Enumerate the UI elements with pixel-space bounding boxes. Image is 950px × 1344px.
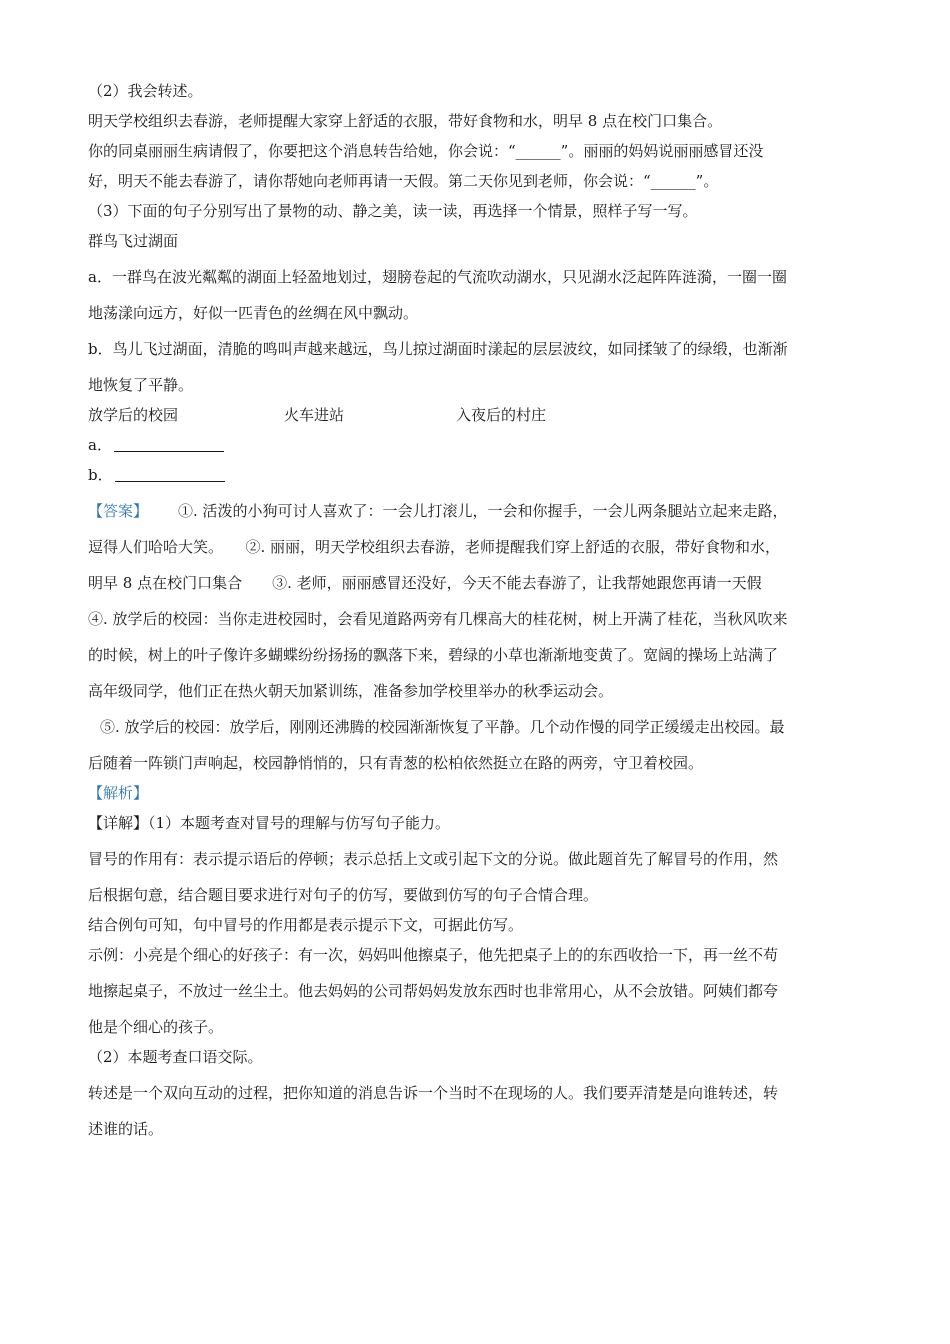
answer-line-4: ④. 放学后的校园：当你走进校园时，会看见道路两旁有几棵高大的桂花树，树上开满了桂花，当秋风吹来: [88, 610, 788, 628]
blank-b-line: [115, 463, 225, 482]
detail-line-10: 述谁的话。: [88, 1120, 164, 1138]
question-2-prompt-line-2: 好，明天不能去春游了，请你帮她向老师再请一天假。第二天你见到老师，你会说：“______”。: [88, 172, 719, 190]
answer-line-6: 高年级同学，他们正在热火朝天加紧训练，准备参加学校里举办的秋季运动会。: [88, 682, 614, 700]
blank-a: [88, 430, 868, 460]
detail-line-7: 他是个细心的孩子。: [88, 1018, 224, 1036]
answer-line-7: ⑤. 放学后的校园：放学后，刚刚还沸腾的校园渐渐恢复了平静。几个动作慢的同学正缓缓走出校园。最: [100, 718, 785, 736]
detail-line-5: 示例：小亮是个细心的好孩子：有一次，妈妈叫他擦桌子，他先把桌子上的的东西收拾一下，再一丝不苟: [88, 946, 779, 964]
answer-line-3: 明早 8 点在校门口集合 ③. 老师，丽丽感冒还没好，今天不能去春游了，让我帮她跟您再请一天假: [88, 574, 762, 592]
detail-line-2: 冒号的作用有：表示提示语后的停顿；表示总括上文或引起下文的分说。做此题首先了解冒号的作用，然: [88, 850, 779, 868]
detail-line-1: 【详解】（1）本题考查对冒号的理解与仿写句子能力。: [88, 814, 451, 832]
scene-option: 火车进站: [284, 406, 345, 424]
answer-line-1: [88, 496, 868, 526]
example-title: 群鸟飞过湖面: [88, 232, 179, 250]
scene-option: 入夜后的村庄: [456, 406, 547, 424]
analysis-tag: 【解析】: [88, 784, 149, 802]
blank-b: [88, 460, 868, 490]
example-a-line-1: a．一群鸟在波光粼粼的湖面上轻盈地划过，翅膀卷起的气流吹动湖水，只见湖水泛起阵阵涟漪，一圈一圈: [88, 268, 787, 286]
answer-line-5: 的时候，树上的叶子像许多蝴蝶纷纷扬扬的飘落下来，碧绿的小草也渐渐地变黄了。宽阔的操场上站满了: [88, 646, 779, 664]
example-a-line-2: 地荡漾向远方，好似一匹青色的丝绸在风中飘动。: [88, 304, 419, 322]
scene-options: [88, 400, 868, 430]
detail-line-9: 转述是一个双向互动的过程，把你知道的消息告诉一个当时不在现场的人。我们要弄清楚是向谁转述，转: [88, 1084, 779, 1102]
blank-a-line: [114, 433, 224, 452]
scene-option: 放学后的校园: [88, 406, 179, 424]
question-2-prompt-line-1: 你的同桌丽丽生病请假了，你要把这个消息转告给她，你会说：“______”。丽丽的妈妈说丽丽感冒还没: [88, 142, 764, 160]
detail-line-8: （2）本题考查口语交际。: [88, 1048, 263, 1066]
example-b-line-1: b．鸟儿飞过湖面，清脆的鸣叫声越来越远，鸟儿掠过湖面时漾起的层层波纹，如同揉皱了的绿缎，也渐渐: [88, 340, 788, 358]
detail-line-3: 后根据句意，结合题目要求进行对句子的仿写，要做到仿写的句子合情合理。: [88, 886, 599, 904]
question-3-heading: （3）下面的句子分别写出了景物的动、静之美，读一读，再选择一个情景，照样子写一写。: [88, 202, 698, 220]
answer-tag: 【答案】: [88, 502, 149, 520]
question-2-notice: 明天学校组织去春游，老师提醒大家穿上舒适的衣服，带好食物和水，明早 8 点在校门口集合。: [88, 112, 723, 130]
document-page: [88, 76, 868, 1144]
detail-line-4: 结合例句可知，句中冒号的作用都是表示提示下文，可据此仿写。: [88, 916, 524, 934]
answer-text: ①. 活泼的小狗可讨人喜欢了：一会儿打滚儿，一会和你握手，一会儿两条腿站立起来走路，: [178, 502, 788, 520]
blank-b-label: b．: [88, 466, 113, 484]
answer-line-2: 逗得人们哈哈大笑。 ②. 丽丽，明天学校组织去春游，老师提醒我们穿上舒适的衣服，带好食物和水，: [88, 538, 781, 556]
question-2-heading: （2）我会转述。: [88, 82, 203, 100]
blank-a-label: a．: [88, 436, 112, 454]
answer-line-8: 后随着一阵锁门声响起，校园静悄悄的，只有青葱的松柏依然挺立在路的两旁，守卫着校园。: [88, 754, 704, 772]
detail-line-6: 地擦起桌子，不放过一丝尘土。他去妈妈的公司帮妈妈发放东西时也非常用心，从不会放错。阿姨们都夸: [88, 982, 779, 1000]
example-b-line-2: 地恢复了平静。: [88, 376, 194, 394]
